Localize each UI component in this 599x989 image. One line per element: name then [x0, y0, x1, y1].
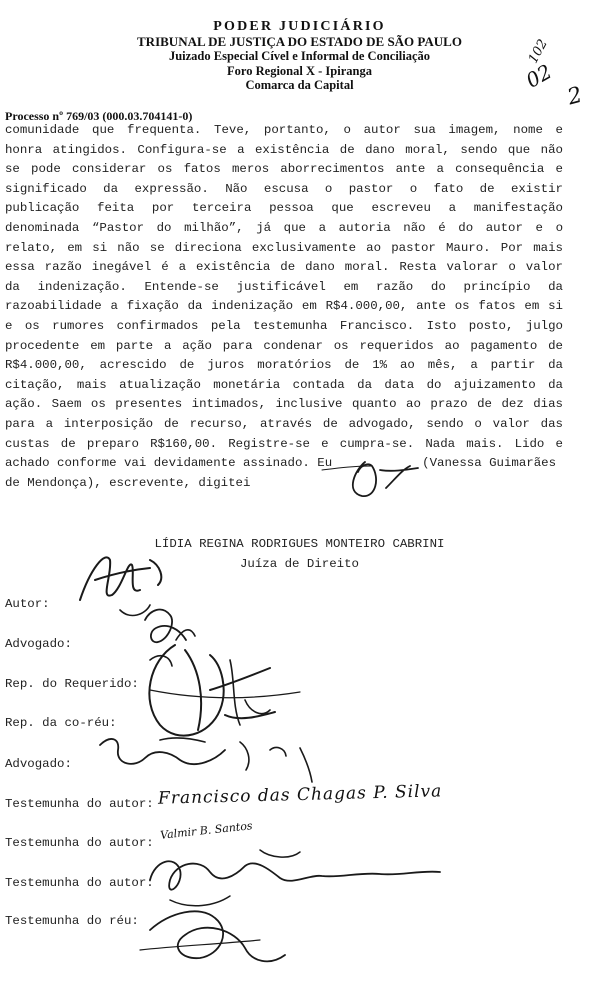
judge-signature — [80, 557, 161, 600]
body-line: significado da expressão. Não escusa o pastor o fato de existir — [5, 181, 563, 196]
body-line: procedente em parte a ação para condenar os requeridos ao pagamento de — [5, 338, 563, 353]
tribunal-name: TRIBUNAL DE JUSTIÇA DO ESTADO DE SÃO PAULO — [137, 33, 462, 49]
foro-name: Foro Regional X - Ipiranga — [227, 63, 372, 78]
court-name: PODER JUDICIÁRIO — [213, 19, 386, 34]
body-line: publicação feita por terceira pessoa que escreveu a manifestação — [5, 201, 563, 216]
folio-initials: 02 — [521, 59, 556, 93]
co-defendant-signature — [100, 739, 225, 764]
party-label: Rep. da co-réu: — [5, 716, 117, 730]
witness-defendant-signature — [150, 911, 285, 961]
body-line: relato, em si não se direciona exclusivamente ao pastor Mauro. Por mais — [5, 240, 563, 255]
party-label: Advogado: — [5, 637, 72, 651]
process-number: Processo nº 769/03 (000.03.704141-0) — [5, 109, 193, 123]
juizado-name: Juizado Especial Cível e Informal de Conciliação — [168, 49, 431, 63]
body-line: honra atingidos. Configura-se a existência de dano moral, sendo que não — [5, 142, 563, 157]
body-line: razoabilidade a fixação da indenização em R$4.000,00, ante os fatos em si — [5, 299, 563, 314]
party-label: Testemunha do réu: — [5, 914, 139, 928]
body-line: citação, mais atualização monetária contada da data do ajuizamento da — [5, 377, 563, 392]
body-line: e os rumores confirmados pela testemunha Francisco. Isto posto, julgo — [5, 318, 563, 333]
body-line: ação. Saem os presentes intimados, inclusive quanto ao prazo de dez dias — [5, 397, 563, 412]
witness-2-signature: Valmir B. Santos — [159, 819, 254, 842]
body-line: R$4.000,00, acrescido de juros moratórios de 1% ao mês, a partir da — [5, 358, 563, 373]
body-line: custas de preparo R$160,00. Registre-se e cumpra-se. Nada mais. Lido e — [5, 436, 563, 451]
folio-rubric: 2 — [565, 82, 585, 111]
body-line: se pode considerar os fatos meros aborrecimentos ante a consequência e — [5, 162, 563, 177]
folio-number: 102 — [525, 37, 551, 66]
comarca-name: Comarca da Capital — [245, 78, 354, 92]
judge-title: Juíza de Direito — [240, 557, 359, 571]
body-line: de Mendonça), escrevente, digitei — [5, 475, 251, 490]
party-label: Autor: — [5, 597, 50, 611]
witness-3-signature — [150, 861, 440, 889]
party-label: Testemunha do autor: — [5, 876, 154, 890]
body-line: da indenização. Entende-se justificável em razão do princípio da — [5, 279, 563, 294]
body-line: para a interposição de recurso, através de advogado, sendo o valor das — [5, 416, 563, 431]
clerk-signature — [353, 462, 418, 496]
party-label: Testemunha do autor: — [5, 797, 154, 811]
body-line: comunidade que frequenta. Teve, portanto, o autor sua imagem, nome e — [5, 123, 563, 137]
body-line: denominada “Pastor do milhão”, já que a autoria não é do autor e o — [5, 220, 563, 235]
body-line-start: achado conforme vai devidamente assinado. Eu — [5, 456, 333, 471]
witness-1-signature: Francisco das Chagas P. Silva — [157, 781, 443, 809]
party-label: Rep. do Requerido: — [5, 677, 139, 691]
author-signature — [145, 610, 186, 643]
judge-name: LÍDIA REGINA RODRIGUES MONTEIRO CABRINI — [154, 537, 445, 551]
party-label: Testemunha do autor: — [5, 836, 154, 850]
party-label: Advogado: — [5, 757, 72, 771]
body-line-end: (Vanessa Guimarães — [422, 456, 557, 471]
body-line: essa razão inegável é a existência de dano moral. Resta valorar o valor — [5, 260, 563, 275]
